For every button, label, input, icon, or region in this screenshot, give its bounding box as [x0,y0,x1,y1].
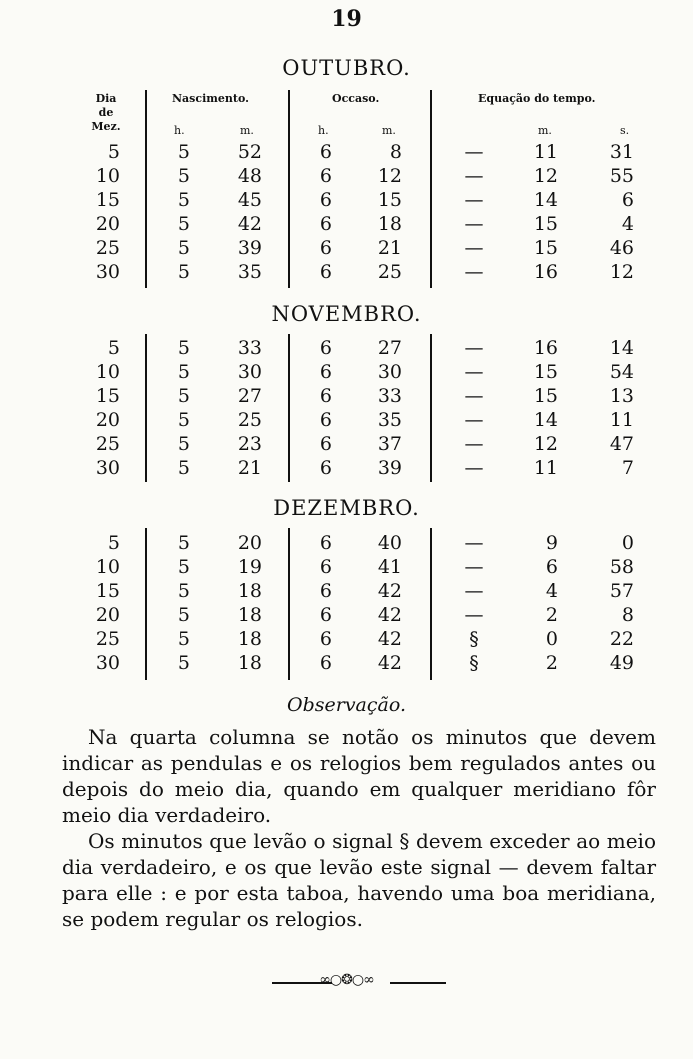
equation-second-cell: 13 [609,385,634,407]
rise-hour-cell: 5 [177,580,190,602]
sign-cell: § [469,652,479,674]
rise-minute-cell: 48 [237,165,262,187]
table-row [0,532,693,556]
rise-hour-cell: 5 [177,213,190,235]
sign-cell: § [469,628,479,650]
rise-hour-cell: 5 [177,556,190,578]
table-row [0,652,693,676]
day-cell: 30 [95,652,120,674]
rise-hour-cell: 5 [177,628,190,650]
equation-second-cell: 49 [609,652,634,674]
set-minute-cell: 27 [377,337,402,359]
equation-minute-cell: 15 [533,361,558,383]
day-cell: 15 [95,385,120,407]
day-cell: 20 [95,604,120,626]
set-hour-cell: 6 [319,604,332,626]
equation-header: Equação do tempo. [478,92,596,105]
equation-second-cell: 54 [609,361,634,383]
equation-second-cell: 58 [609,556,634,578]
set-minute-cell: 41 [377,556,402,578]
rise-minute-cell: 35 [237,261,262,283]
set-hour-cell: 6 [319,213,332,235]
observation-paragraph: Na quarta columna se notão os minutos que devem indicar as pendulas e os relogios bem regulados antes ou depois do meio dia, quando em qualquer meridiano fôr meio dia verdadeiro. [62,725,656,827]
rise-hour-cell: 5 [177,165,190,187]
day-cell: 5 [107,141,120,163]
set-hour-cell: 6 [319,628,332,650]
rise-hour-cell: 5 [177,532,190,554]
ornament-rule-right [390,982,446,984]
sign-cell: — [464,532,484,554]
rise-minute-cell: 18 [237,652,262,674]
set-hour-cell: 6 [319,652,332,674]
day-cell: 20 [95,213,120,235]
equation-minute-cell: 11 [533,141,558,163]
observation-title: Observação. [287,694,406,716]
equation-minute-cell: 12 [533,165,558,187]
equation-minute-cell: 16 [533,261,558,283]
sign-cell: — [464,409,484,431]
rise-hour-cell: 5 [177,652,190,674]
day-cell: 15 [95,189,120,211]
equation-second-cell: 55 [609,165,634,187]
set-minute-cell: 8 [389,141,402,163]
equation-minute-cell: 16 [533,337,558,359]
rise-minute-cell: 25 [237,409,262,431]
set-hours-label: h. [318,124,329,137]
equation-minute-cell: 2 [545,604,558,626]
equation-second-cell: 47 [609,433,634,455]
set-minute-cell: 21 [377,237,402,259]
equation-minute-cell: 15 [533,237,558,259]
equation-second-cell: 46 [609,237,634,259]
equation-second-cell: 57 [609,580,634,602]
rise-minute-cell: 42 [237,213,262,235]
rise-hour-cell: 5 [177,604,190,626]
set-minute-cell: 39 [377,457,402,479]
rise-minutes-label: m. [240,124,254,137]
set-minute-cell: 42 [377,652,402,674]
rise-hour-cell: 5 [177,457,190,479]
day-cell: 10 [95,165,120,187]
set-hour-cell: 6 [319,361,332,383]
equation-second-cell: 22 [609,628,634,650]
rise-header: Nascimento. [172,92,249,105]
equation-second-cell: 14 [609,337,634,359]
table-row [0,580,693,604]
day-cell: 30 [95,261,120,283]
set-hour-cell: 6 [319,189,332,211]
day-header-line2: de Mez. [91,106,121,133]
rise-minute-cell: 21 [237,457,262,479]
day-header [86,92,126,134]
set-hour-cell: 6 [319,532,332,554]
equation-minute-cell: 11 [533,457,558,479]
page-number: 19 [331,6,362,32]
equation-second-cell: 12 [609,261,634,283]
equation-minute-cell: 4 [545,580,558,602]
month-title-october: OUTUBRO. [282,56,411,80]
equation-minute-cell: 6 [545,556,558,578]
table-row [0,385,693,409]
day-cell: 25 [95,433,120,455]
rise-hour-cell: 5 [177,261,190,283]
set-minute-cell: 30 [377,361,402,383]
day-cell: 30 [95,457,120,479]
table-row [0,237,693,261]
rise-minute-cell: 20 [237,532,262,554]
rise-minute-cell: 23 [237,433,262,455]
rise-minute-cell: 52 [237,141,262,163]
table-row [0,213,693,237]
equation-second-cell: 7 [621,457,634,479]
month-title-november: NOVEMBRO. [271,302,422,326]
month-title-december: DEZEMBRO. [273,496,420,520]
set-minute-cell: 42 [377,580,402,602]
day-cell: 25 [95,237,120,259]
equation-second-cell: 6 [621,189,634,211]
table-row [0,604,693,628]
observation-body [62,724,656,932]
sign-cell: — [464,141,484,163]
sign-cell: — [464,457,484,479]
day-cell: 10 [95,361,120,383]
day-cell: 5 [107,532,120,554]
set-hour-cell: 6 [319,237,332,259]
sign-cell: — [464,580,484,602]
set-hour-cell: 6 [319,457,332,479]
equation-minute-cell: 9 [545,532,558,554]
rise-hour-cell: 5 [177,385,190,407]
rise-minute-cell: 18 [237,580,262,602]
set-minute-cell: 33 [377,385,402,407]
equation-minute-cell: 0 [545,628,558,650]
table-row [0,556,693,580]
table-row [0,409,693,433]
equation-minute-cell: 15 [533,385,558,407]
table-row [0,141,693,165]
set-hour-cell: 6 [319,165,332,187]
equation-second-cell: 4 [621,213,634,235]
equation-minute-cell: 2 [545,652,558,674]
equation-second-cell: 11 [609,409,634,431]
day-cell: 5 [107,337,120,359]
set-hour-cell: 6 [319,141,332,163]
set-minute-cell: 37 [377,433,402,455]
equation-minute-cell: 15 [533,213,558,235]
rise-minute-cell: 27 [237,385,262,407]
set-hour-cell: 6 [319,580,332,602]
rise-hour-cell: 5 [177,409,190,431]
equation-minute-cell: 14 [533,189,558,211]
set-hour-cell: 6 [319,261,332,283]
equation-minute-cell: 14 [533,409,558,431]
rise-minute-cell: 18 [237,604,262,626]
rise-hours-label: h. [174,124,185,137]
equation-second-cell: 31 [609,141,634,163]
set-minute-cell: 42 [377,604,402,626]
set-hour-cell: 6 [319,409,332,431]
sign-cell: — [464,361,484,383]
day-cell: 25 [95,628,120,650]
table-row [0,261,693,285]
table-row [0,628,693,652]
sign-cell: — [464,261,484,283]
set-hour-cell: 6 [319,433,332,455]
set-minutes-label: m. [382,124,396,137]
set-minute-cell: 40 [377,532,402,554]
equation-seconds-label: s. [620,124,630,137]
set-hour-cell: 6 [319,556,332,578]
equation-minute-cell: 12 [533,433,558,455]
rise-hour-cell: 5 [177,361,190,383]
sign-cell: — [464,213,484,235]
day-cell: 10 [95,556,120,578]
rise-hour-cell: 5 [177,237,190,259]
table-row [0,337,693,361]
equation-minutes-label: m. [538,124,552,137]
set-minute-cell: 15 [377,189,402,211]
ornament: ∞○❂○∞ [319,972,374,988]
set-hour-cell: 6 [319,337,332,359]
rise-hour-cell: 5 [177,141,190,163]
equation-second-cell: 0 [621,532,634,554]
rise-minute-cell: 45 [237,189,262,211]
sign-cell: — [464,433,484,455]
table-row [0,433,693,457]
set-minute-cell: 18 [377,213,402,235]
rise-minute-cell: 18 [237,628,262,650]
set-minute-cell: 25 [377,261,402,283]
rise-hour-cell: 5 [177,433,190,455]
rise-minute-cell: 19 [237,556,262,578]
sign-cell: — [464,165,484,187]
sign-cell: — [464,556,484,578]
sign-cell: — [464,189,484,211]
set-minute-cell: 12 [377,165,402,187]
day-header-line1: Dia [95,92,117,105]
rise-hour-cell: 5 [177,337,190,359]
day-cell: 15 [95,580,120,602]
table-row [0,457,693,481]
rise-minute-cell: 39 [237,237,262,259]
sign-cell: — [464,604,484,626]
set-hour-cell: 6 [319,385,332,407]
table-row [0,189,693,213]
table-row [0,361,693,385]
sign-cell: — [464,385,484,407]
observation-paragraph: Os minutos que levão o signal § devem exceder ao meio dia verdadeiro, e os que levão este signal — devem faltar para elle : e por esta taboa, havendo uma boa meridiana, se podem regular os relogios. [62,829,656,931]
rise-minute-cell: 30 [237,361,262,383]
rise-hour-cell: 5 [177,189,190,211]
table-row [0,165,693,189]
set-minute-cell: 42 [377,628,402,650]
set-header: Occaso. [332,92,380,105]
sign-cell: — [464,237,484,259]
equation-second-cell: 8 [621,604,634,626]
sign-cell: — [464,337,484,359]
day-cell: 20 [95,409,120,431]
rise-minute-cell: 33 [237,337,262,359]
set-minute-cell: 35 [377,409,402,431]
